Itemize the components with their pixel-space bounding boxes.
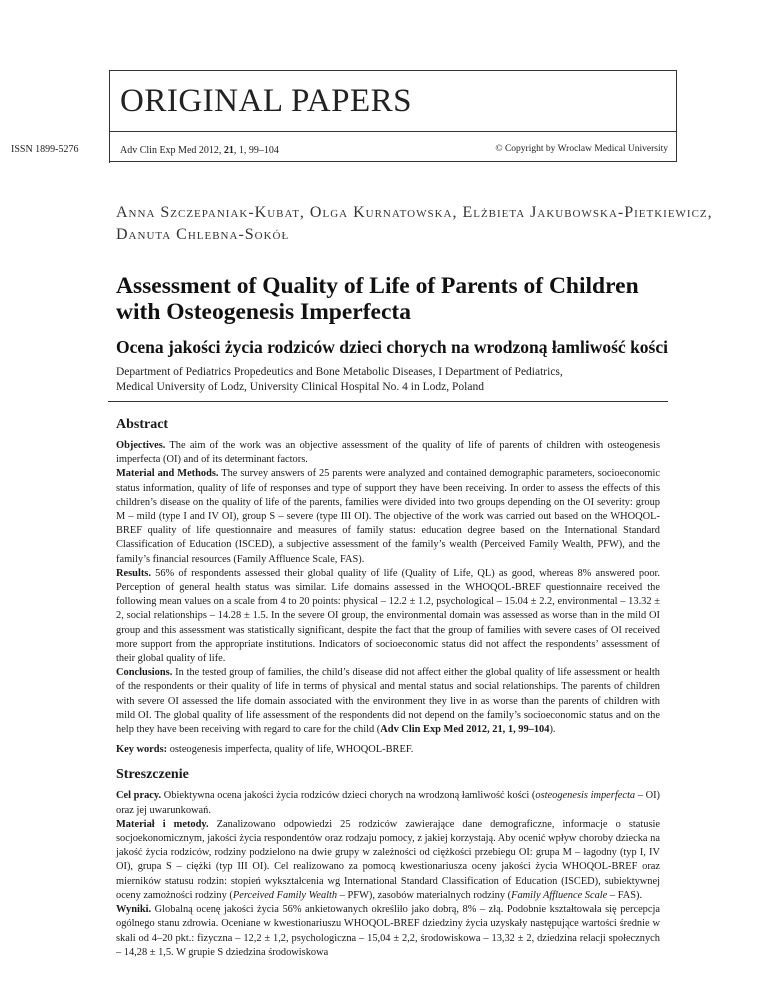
citation-prefix: Adv Clin Exp Med 2012,: [120, 145, 224, 156]
journal-header-box: [109, 70, 677, 162]
keywords-label: Key words:: [116, 744, 168, 756]
authors-line-1: Anna Szczepaniak-Kubat, Olga Kurnatowska, Elżbieta Jakubowska-Pietkiewicz,: [116, 204, 713, 221]
author-list: [116, 202, 716, 246]
section-divider: [108, 401, 668, 402]
metody-italic-1: Perceived Family Wealth: [232, 889, 338, 901]
results-text: 56% of respondents assessed their global quality of life (Quality of Life, QL) as good, whereas 8% answered poor. Perception of general health status was similar. Life domains assessed in the WHOQOL-BREF questionnaire received the following mean values on a scale from 4 to 20 points: physical – 12.2 ± 1.2, psychological – 15.04 ± 2.2, environmental – 13.32 ± 2, social relationships – 14.28 ± 1.5. In the severe OI group, the environmental domain was assessed as worse than in the mild OI group and this assessment was statistically significant, despite the fact that the group of families with severe cases of OI received more support from the appropriate institutions. Indicators of socioeconomic status did not affect the respondents’ assessment of their global quality of life.: [116, 567, 660, 665]
objectives-label: Objectives.: [116, 440, 166, 451]
methods-label: Material and Methods.: [116, 468, 219, 480]
streszczenie-metody: [116, 818, 660, 903]
conclusions-text: In the tested group of families, the child’s disease did not affect either the global quality of life assessment or health of the respondents or their quality of life in terms of physical and mental status and social relationships. The parents of children with severe OI assessed the life domain associated with the environment they live in as worse than the parents of children with mild OI. The global quality of life assessment of the respondents did not depend on the family’s socioeconomic status and on the help they have been receiving with regard to care for the child (: [116, 667, 660, 736]
wyniki-text: Globalną ocenę jakości życia 56% ankietowanych określiło jako dobrą, 8% – złą. Podobnie kształtowała się percepcja ogólnego stanu zdrowia. Oceniane w kwestionariuszu WHOQOL-BREF dziedziny życia uzyskały następujące wartości średnie w skali od 4–20 pkt.: fizyczna – 12,2 ± 1,2, psychologiczna – 15,04 ± 2,2, środowiskowa – 13,32 ± 2, dziedzina relacji społecznych – 14,28 ± 1,5. W grupie S dziedzina środowiskowa: [116, 904, 660, 958]
cel-label: Cel pracy.: [116, 790, 162, 802]
header-divider: [109, 131, 676, 132]
metody-text-b: – PFW), zasobów materialnych rodziny (: [337, 889, 512, 901]
methods-text: The survey answers of 25 parents were analyzed and contained demographic parameters, socioeconomic status information, quality of life of responses and type of support they have been receiving. In order to assess the effects of this children’s disease on the quality of life of the parents, families were divided into two groups depending on the OI severity: group M – mild (type I and IV OI), group S – severe (type III OI). The objective of the work was carried out based on the WHOQOL-BREF quality of life questionnaire and measures of family status: education degree based on the International Standard Classification of Education (ISCED), a subjective assessment of the family’s wealth (Perceived Family Wealth, PFW), and the family’s financial resources (Family Affluence Scale, FAS).: [116, 468, 660, 565]
streszczenie-heading: Streszczenie: [116, 767, 189, 783]
conclusions-end: ).: [549, 724, 556, 736]
abstract-methods: [116, 467, 660, 566]
journal-citation: [120, 145, 279, 156]
streszczenie-wyniki: [116, 903, 660, 960]
results-label: Results.: [116, 567, 151, 579]
journal-section-title: ORIGINAL PAPERS: [120, 83, 413, 119]
affiliation-line-1: Department of Pediatrics Propedeutics and Bone Metabolic Diseases, I Department of Pediatrics,: [116, 366, 563, 378]
article-title-polish: Ocena jakości życia rodziców dzieci chorych na wrodzoną łamliwość kości: [116, 337, 669, 357]
abstract-results: [116, 567, 660, 666]
abstract-section: [116, 417, 660, 960]
metody-label: Materiał i metody.: [116, 818, 209, 830]
citation-volume: 21: [223, 145, 234, 156]
metody-text-a: Zanalizowano odpowiedzi 25 rodziców zawierające dane demograficzne, informacje o statusie socjoekonomicznym, jakości życia respondentów oraz rodzaju pomocy, z jakiej korzystają. Aby ocenić wpływ choroby dziecka na jakość życia rodziców, rodziny podzielono na dwie grupy w zależności od ciężkości przebiegu OI: grupa M – łagodny (typ I, IV OI), grupa S – ciężki (typ III OI). Cel realizowano za pomocą kwestionariusza oceny jakości życia WHOQOL-BREF oraz mierników statusu rodzin: stopień wykształcenia wg International Standard Classification of Education (ISCED), subiektywnej oceny zamożności rodziny (: [116, 818, 660, 901]
abstract-conclusions: [116, 666, 660, 737]
cel-italic: osteogenesis imperfecta: [535, 790, 636, 802]
citation-issue-pages: , 1, 99–104: [233, 145, 279, 156]
conclusions-label: Conclusions.: [116, 667, 173, 679]
metody-text-c: – FAS).: [607, 889, 643, 901]
cel-text-b: – OI) oraz jej uwarunkowań.: [116, 790, 661, 816]
cel-text-a: Obiektywna ocena jakości życia rodziców dzieci chorych na wrodzoną łamliwość kości (: [161, 790, 536, 802]
abstract-heading: Abstract: [116, 417, 169, 432]
issn: ISSN 1899-5276: [11, 144, 79, 155]
conclusions-reference: Adv Clin Exp Med 2012, 21, 1, 99–104: [380, 724, 550, 736]
header-left-rule: [109, 71, 110, 163]
abstract-objectives: [116, 439, 660, 467]
wyniki-label: Wyniki.: [116, 904, 152, 916]
abstract-keywords: [116, 743, 660, 757]
copyright-notice: © Copyright by Wroclaw Medical University: [495, 144, 668, 154]
metody-italic-2: Family Affluence Scale: [511, 889, 608, 901]
article-title: [116, 273, 676, 325]
streszczenie-cel: [116, 789, 660, 817]
objectives-text: The aim of the work was an objective assessment of the quality of life of parents of children with osteogenesis imperfecta (OI) and of its determinant factors.: [116, 440, 660, 466]
article-title-line-1: Assessment of Quality of Life of Parents of Children: [116, 273, 639, 299]
keywords-text: osteogenesis imperfecta, quality of life, WHOQOL-BREF.: [167, 744, 414, 756]
authors-line-2: Danuta Chlebna-Sokół: [116, 226, 290, 243]
author-affiliation: [116, 365, 676, 395]
article-title-line-2: with Osteogenesis Imperfecta: [116, 299, 411, 325]
affiliation-line-2: Medical University of Lodz, University Clinical Hospital No. 4 in Lodz, Poland: [116, 381, 484, 393]
